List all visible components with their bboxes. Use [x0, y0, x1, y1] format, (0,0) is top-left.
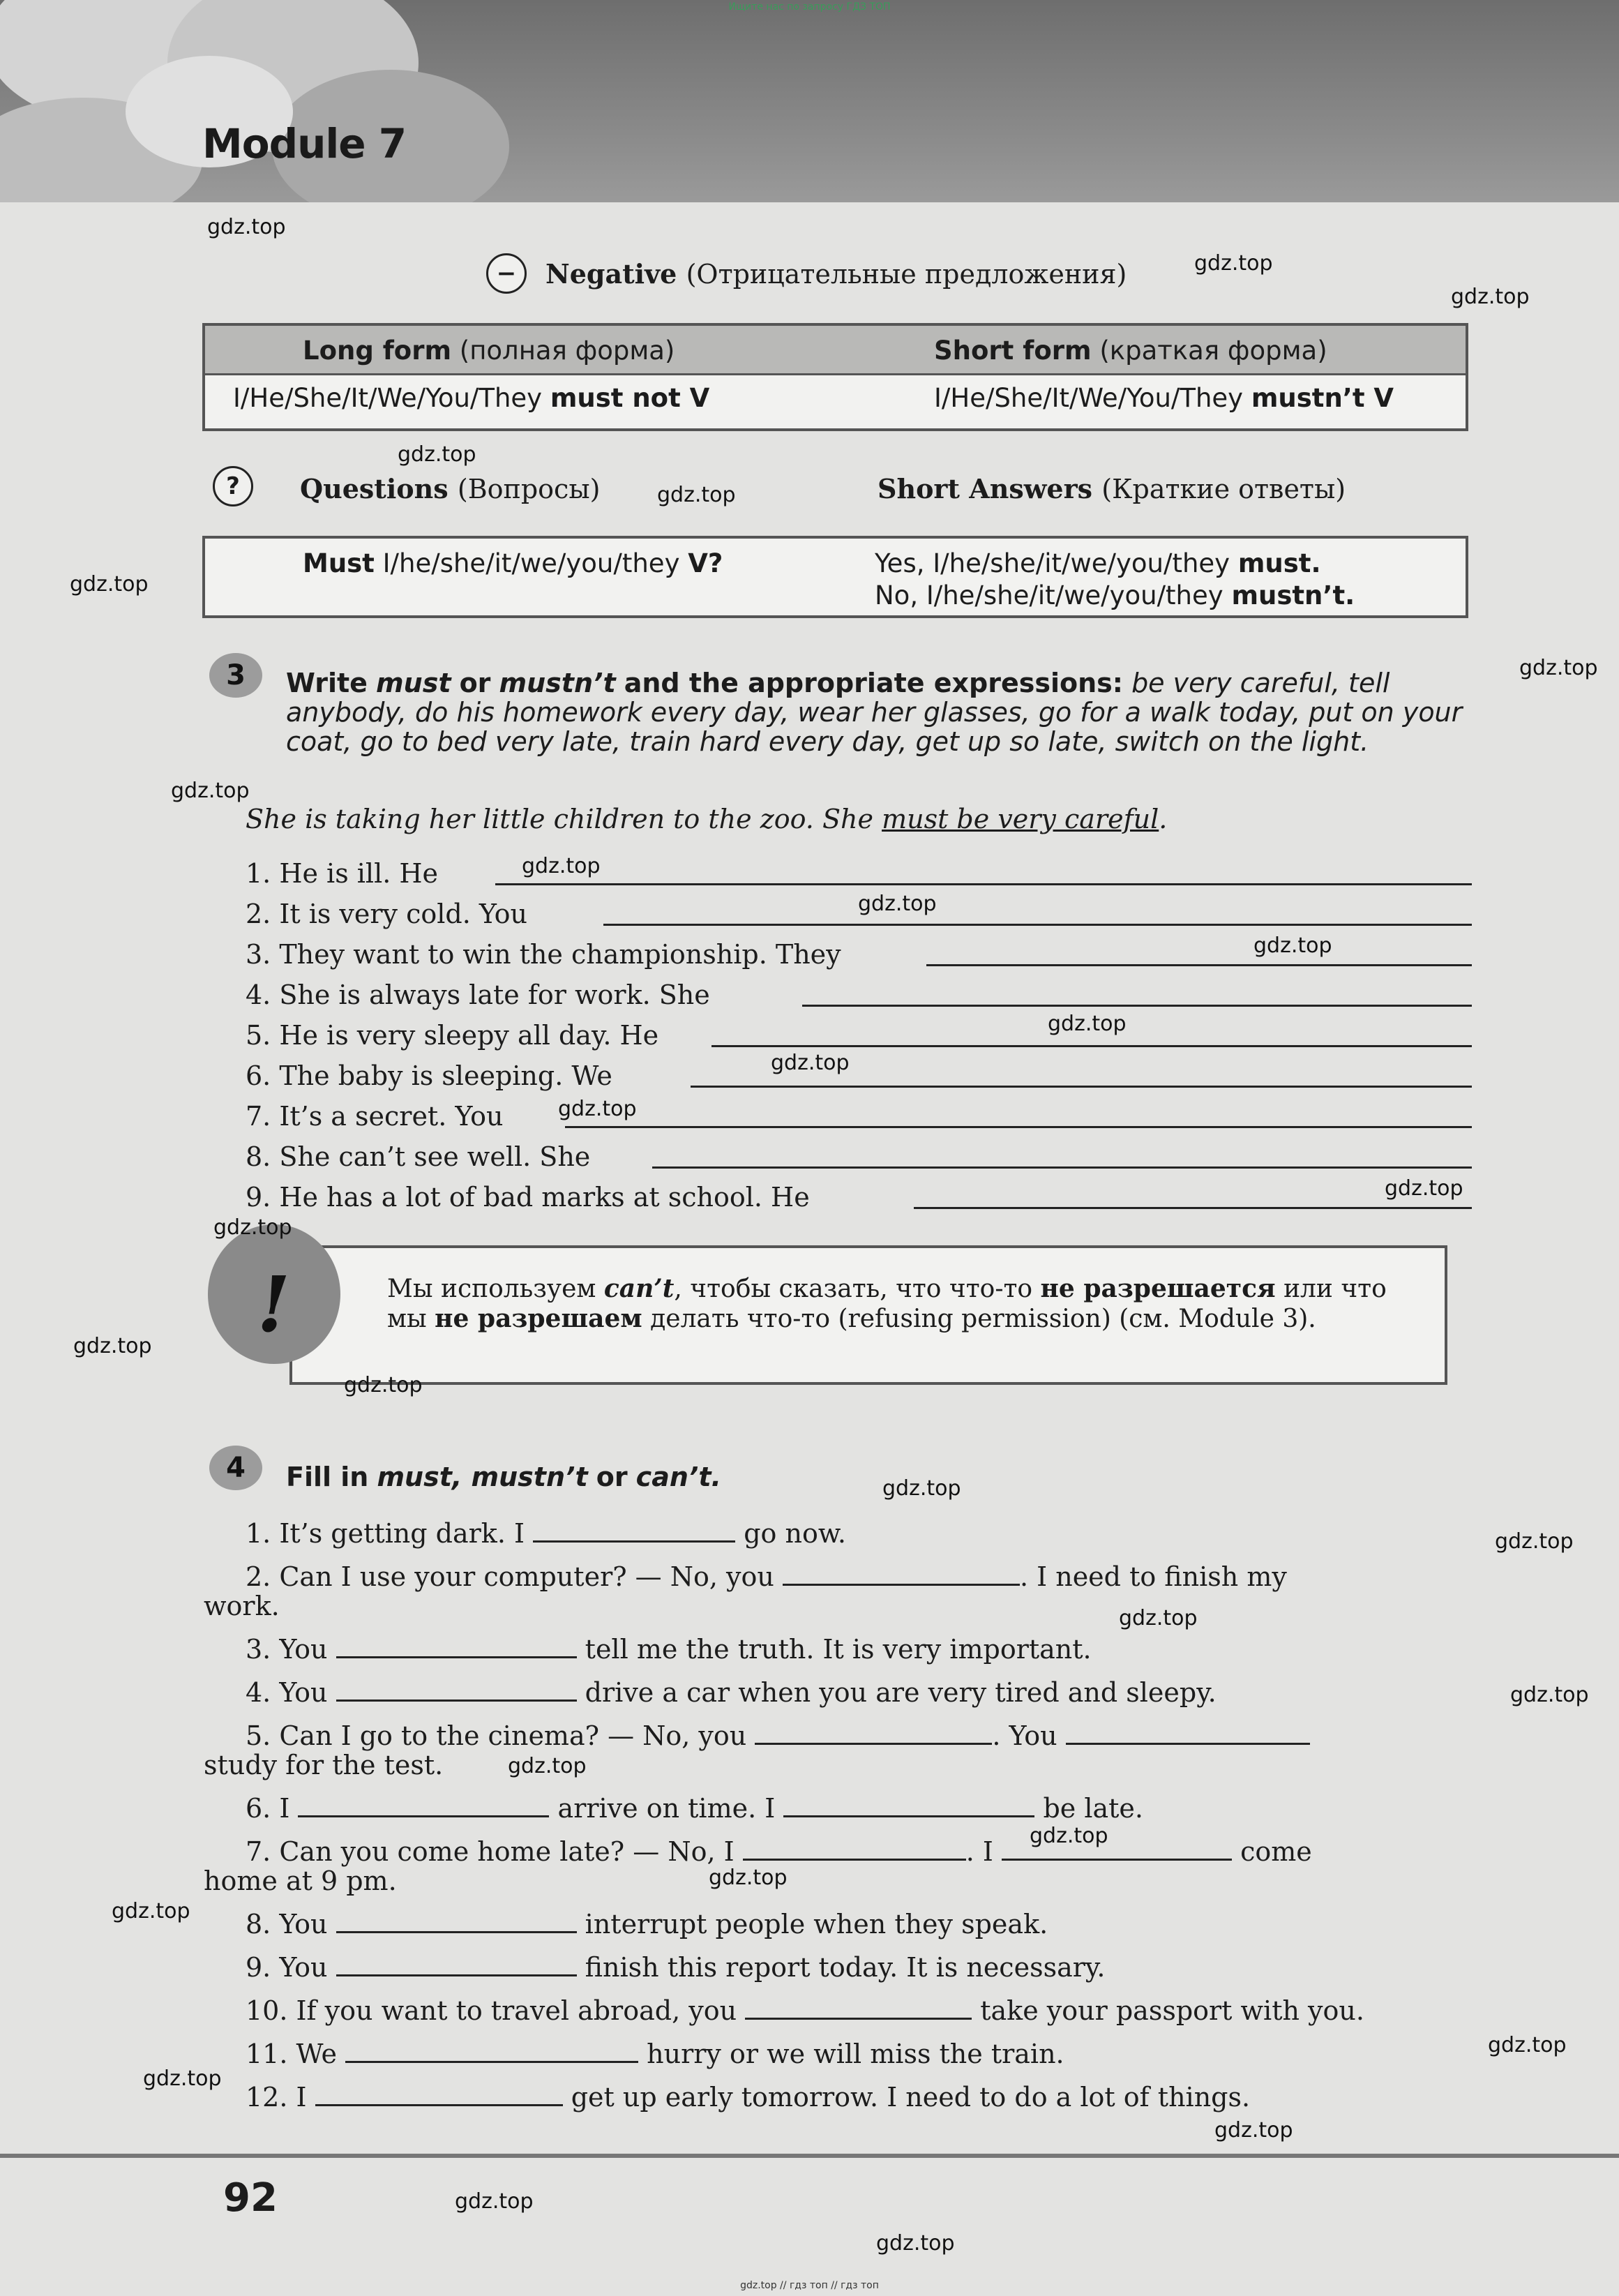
watermark: gdz.top — [1194, 251, 1273, 276]
watermark: gdz.top — [455, 2189, 534, 2214]
ex3-answer-2[interactable] — [603, 924, 1472, 926]
watermark: gdz.top — [143, 2066, 222, 2091]
watermark: gdz.top — [213, 1215, 292, 1240]
ex4-answer-8[interactable] — [336, 1910, 577, 1933]
negative-title-ru: (Отрицательные предложения) — [686, 259, 1127, 290]
question-icon: ? — [213, 466, 253, 507]
ex3-answer-8[interactable] — [652, 1166, 1472, 1169]
ex4-answer-5a[interactable] — [755, 1722, 992, 1745]
ex3-answer-7[interactable] — [565, 1126, 1472, 1128]
ex4-item-12: 12. I get up early tomorrow. I need to do a lot of things. — [246, 2082, 1251, 2113]
watermark: gdz.top — [344, 1373, 423, 1397]
ex4-item-7-cont: home at 9 pm. — [204, 1866, 397, 1896]
ex3-item-6: 6. The baby is sleeping. We — [246, 1060, 612, 1091]
ex3-item-3: 3. They want to win the championship. They — [246, 939, 841, 970]
ex4-answer-12[interactable] — [315, 2083, 563, 2106]
watermark: gdz.top — [1495, 1529, 1574, 1554]
negative-table-header — [205, 326, 1466, 375]
note-text: Мы используем can’t, чтобы сказать, что что-то не разрешается или что мы не разрешаем делать что-то (refusing permission) (см. Module 3). — [387, 1274, 1387, 1333]
ex4-item-5: 5. Can I go to the cinema? — No, you . You — [246, 1720, 1310, 1751]
bottom-rule — [0, 2154, 1619, 2158]
ex4-answer-6b[interactable] — [783, 1794, 1034, 1817]
questions-title: Questions — [300, 473, 449, 504]
negative-table — [202, 323, 1468, 431]
no-answer: No, I/he/she/it/we/you/they mustn’t. — [875, 580, 1355, 610]
watermark: gdz.top — [398, 442, 476, 467]
ex4-item-5-cont: study for the test. — [204, 1750, 444, 1780]
bottom-note: gdz.top // гдз топ // гдз топ — [740, 2280, 879, 2291]
ex4-answer-2[interactable] — [783, 1563, 1020, 1586]
short-form-label: Short form (краткая форма) — [934, 336, 1327, 366]
ex4-answer-10[interactable] — [745, 1997, 972, 2020]
ex4-item-8: 8. You interrupt people when they speak. — [246, 1909, 1048, 1939]
ex4-item-11: 11. We hurry or we will miss the train. — [246, 2039, 1064, 2069]
ex4-item-10: 10. If you want to travel abroad, you take your passport with you. — [246, 1995, 1364, 2026]
yes-answer: Yes, I/he/she/it/we/you/they must. — [875, 548, 1321, 578]
ex4-item-4: 4. You drive a car when you are very tired and sleepy. — [246, 1677, 1217, 1708]
flower-decoration — [0, 0, 530, 202]
ex4-item-3: 3. You tell me the truth. It is very important. — [246, 1634, 1092, 1665]
exercise-3-example: She is taking her little children to the zoo. She must be very careful. — [246, 804, 1168, 834]
watermark: gdz.top — [70, 572, 149, 596]
short-answers-title-ru: (Краткие ответы) — [1101, 474, 1346, 504]
example-answer: must be very careful — [882, 804, 1159, 834]
question-form: Must I/he/she/it/we/you/they V? — [303, 548, 723, 578]
watermark: gdz.top — [171, 779, 250, 803]
ex3-answer-4[interactable] — [802, 1005, 1472, 1007]
watermark: gdz.top — [657, 483, 736, 507]
ex4-item-9: 9. You finish this report today. It is necessary. — [246, 1952, 1106, 1983]
ex3-item-9: 9. He has a lot of bad marks at school. He — [246, 1182, 810, 1213]
ex3-item-5: 5. He is very sleepy all day. He — [246, 1020, 659, 1051]
short-answers-title: Short Answers — [878, 473, 1093, 504]
watermark: gdz.top — [1385, 1176, 1463, 1201]
top-note: Ищите нас по запросу ГДЗ ТОП — [728, 1, 891, 13]
ex4-answer-9[interactable] — [336, 1953, 577, 1976]
ex3-answer-1[interactable] — [495, 883, 1472, 885]
watermark: gdz.top — [207, 215, 286, 239]
ex3-item-2: 2. It is very cold. You — [246, 899, 528, 929]
ex4-answer-7a[interactable] — [743, 1838, 966, 1861]
short-form-value: I/He/She/It/We/You/They mustn’t V — [934, 383, 1394, 413]
watermark: gdz.top — [1030, 1824, 1108, 1848]
watermark: gdz.top — [876, 2231, 955, 2256]
minus-icon: − — [486, 253, 527, 294]
ex3-item-7: 7. It’s a secret. You — [246, 1101, 504, 1132]
exercise-4-badge: 4 — [209, 1446, 262, 1490]
watermark: gdz.top — [1519, 656, 1598, 680]
ex4-answer-11[interactable] — [345, 2040, 638, 2063]
watermark: gdz.top — [558, 1097, 637, 1121]
page-number: 92 — [223, 2175, 278, 2221]
ex3-item-8: 8. She can’t see well. She — [246, 1141, 591, 1172]
ex3-answer-3[interactable] — [926, 964, 1472, 966]
ex4-answer-6a[interactable] — [298, 1794, 549, 1817]
ex4-item-1: 1. It’s getting dark. I go now. — [246, 1518, 846, 1549]
ex3-answer-5[interactable] — [711, 1045, 1472, 1047]
watermark: gdz.top — [1510, 1683, 1589, 1707]
ex4-answer-4[interactable] — [336, 1679, 577, 1702]
watermark: gdz.top — [771, 1051, 850, 1075]
exercise-3-badge: 3 — [209, 653, 262, 698]
questions-heading — [300, 473, 600, 504]
watermark: gdz.top — [709, 1866, 788, 1890]
exercise-3-instructions: Write must or mustn’t and the appropriate expressions: be very careful, tell anybody, do his homework every day, wear her glasses, go for a walk today, put on your coat, go to bed very late, train hard every day, get up so late, switch on the light. — [286, 668, 1463, 757]
watermark: gdz.top — [1119, 1606, 1198, 1630]
ex4-answer-5b[interactable] — [1066, 1722, 1310, 1745]
long-form-value: I/He/She/It/We/You/They must not V — [233, 383, 710, 413]
watermark: gdz.top — [1253, 933, 1332, 958]
short-answers-heading — [878, 473, 1346, 504]
negative-table-row — [205, 382, 1466, 423]
watermark: gdz.top — [1488, 2033, 1567, 2057]
watermark: gdz.top — [882, 1476, 961, 1501]
ex3-answer-6[interactable] — [691, 1086, 1472, 1088]
watermark: gdz.top — [522, 854, 601, 878]
watermark: gdz.top — [73, 1334, 152, 1358]
exercise-4-instructions: Fill in must, mustn’t or can’t. — [286, 1462, 721, 1492]
ex4-answer-1[interactable] — [533, 1520, 735, 1543]
ex4-item-2: 2. Can I use your computer? — No, you . I need to finish my — [246, 1561, 1287, 1592]
ex3-item-1: 1. He is ill. He — [246, 858, 439, 889]
ex3-item-4: 4. She is always late for work. She — [246, 980, 710, 1010]
watermark: gdz.top — [1451, 285, 1530, 309]
ex4-item-2-cont: work. — [204, 1591, 280, 1621]
questions-title-ru: (Вопросы) — [457, 474, 601, 504]
watermark: gdz.top — [1048, 1012, 1127, 1036]
watermark: gdz.top — [1214, 2118, 1293, 2143]
watermark: gdz.top — [508, 1754, 587, 1778]
long-form-label: Long form (полная форма) — [303, 336, 675, 366]
ex4-item-7: 7. Can you come home late? — No, I . I come — [246, 1836, 1312, 1867]
ex3-answer-9[interactable] — [914, 1207, 1472, 1209]
negative-heading — [545, 258, 1127, 290]
exclamation-icon: ! — [257, 1259, 291, 1349]
watermark: gdz.top — [112, 1899, 190, 1923]
negative-title: Negative — [545, 258, 677, 290]
ex4-item-6: 6. I arrive on time. I be late. — [246, 1793, 1143, 1824]
ex4-answer-3[interactable] — [336, 1635, 577, 1658]
questions-table — [202, 536, 1468, 618]
watermark: gdz.top — [858, 892, 937, 916]
module-title: Module 7 — [202, 120, 407, 167]
